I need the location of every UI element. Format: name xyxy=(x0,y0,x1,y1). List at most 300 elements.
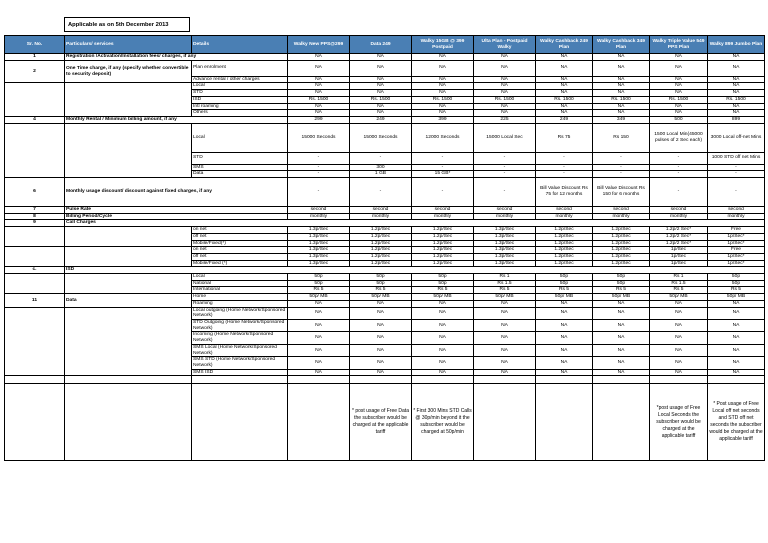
value-cell: - xyxy=(650,171,708,178)
value-cell: NA xyxy=(708,60,765,76)
details-off-net: off net xyxy=(192,253,288,260)
value-cell: NA xyxy=(650,307,708,319)
value-cell: NA xyxy=(650,76,708,83)
value-cell: NA xyxy=(412,90,474,97)
value-cell: - xyxy=(412,178,474,207)
value-cell: Rs 75 xyxy=(536,123,593,152)
value-cell: NA xyxy=(650,54,708,61)
value-cell: 15000 Seconds xyxy=(288,123,350,152)
value-cell: NA xyxy=(474,54,536,61)
value-cell: NA xyxy=(593,319,650,331)
value-cell: - xyxy=(474,171,536,178)
value-cell: Free xyxy=(708,227,765,234)
sr-no-cell: 11 xyxy=(5,294,65,307)
details-incoming-home-network-sponsored-network: Incoming (Home Network/Sponsored Network) xyxy=(192,332,288,344)
value-cell: 50p xyxy=(593,280,650,287)
details-std: STD xyxy=(192,90,288,97)
value-cell: NA xyxy=(650,300,708,307)
value-cell: 1500 Local Min(45000 pulses of 2 Sec each) xyxy=(650,123,708,152)
value-cell: NA xyxy=(474,90,536,97)
details-local: Local xyxy=(192,123,288,152)
value-cell: 500 xyxy=(650,116,708,123)
spacer-cell xyxy=(708,376,765,384)
value-cell: Rs 5 xyxy=(536,287,593,294)
value-cell: NA xyxy=(350,369,412,376)
value-cell: Rs 5 xyxy=(288,287,350,294)
details-mobile-fixed: Mobile/Fixed (*) xyxy=(192,260,288,267)
value-cell: - xyxy=(708,164,765,171)
value-cell: NA xyxy=(412,344,474,356)
particulars-data: Data xyxy=(65,294,192,307)
note-empty-cell xyxy=(288,384,350,461)
table-row xyxy=(5,207,765,214)
value-cell: NA xyxy=(474,332,536,344)
value-cell: Rs. 1500 xyxy=(474,96,536,103)
value-cell: NA xyxy=(593,103,650,110)
value-cell: 1 GB xyxy=(350,171,412,178)
value-cell: 1.2p/Sec xyxy=(412,247,474,254)
value-cell: - xyxy=(708,171,765,178)
value-cell: Rs. 1500 xyxy=(412,96,474,103)
value-cell: NA xyxy=(412,319,474,331)
value-cell: NA xyxy=(536,332,593,344)
header-sr-no: Sr. No. xyxy=(5,36,65,54)
sr-no-cell xyxy=(5,274,65,294)
value-cell: NA xyxy=(412,76,474,83)
note-empty-cell xyxy=(192,384,288,461)
value-cell: 1.2p/Sec xyxy=(350,227,412,234)
table-row xyxy=(5,60,765,76)
value-cell: - xyxy=(593,171,650,178)
spacer-row xyxy=(5,376,765,384)
table-row xyxy=(5,54,765,61)
details-intl-roaming: Intl roaming xyxy=(192,103,288,110)
value-cell: NA xyxy=(412,357,474,369)
details-sms-local-home-network-sponsored-network: SMS Local (Home Network/Sponsored Network) xyxy=(192,344,288,356)
value-cell: 1.3p/Sec xyxy=(474,260,536,267)
value-cell: 1.2p/Sec xyxy=(593,233,650,240)
value-cell: second xyxy=(708,207,765,214)
table-row xyxy=(5,178,765,207)
value-cell: NA xyxy=(536,76,593,83)
value-cell: second xyxy=(536,207,593,214)
value-cell: Rs. 1500 xyxy=(650,96,708,103)
value-cell: monthly xyxy=(593,213,650,220)
value-cell: NA xyxy=(708,76,765,83)
value-cell: 1.2p/Sec xyxy=(536,233,593,240)
value-cell: Rs 5 xyxy=(412,287,474,294)
value-cell: NA xyxy=(350,300,412,307)
value-cell: NA xyxy=(708,103,765,110)
value-cell: NA xyxy=(288,319,350,331)
value-cell: monthly xyxy=(650,213,708,220)
value-cell: - xyxy=(350,178,412,207)
value-cell: NA xyxy=(536,60,593,76)
value-cell: NA xyxy=(650,332,708,344)
note-empty-cell xyxy=(593,384,650,461)
value-cell: 1.2p/Sec xyxy=(412,253,474,260)
value-cell: NA xyxy=(708,90,765,97)
value-cell: 1.3p/Sec xyxy=(288,233,350,240)
value-cell: 1.3p/Sec xyxy=(474,227,536,234)
value-cell: Bill Value Discount Rs 150 for 6 months xyxy=(593,178,650,207)
value-cell: 50p xyxy=(412,274,474,281)
table-row xyxy=(5,307,765,319)
table-row xyxy=(5,274,765,281)
details-international: International xyxy=(192,287,288,294)
value-cell: NA xyxy=(650,344,708,356)
notes-row xyxy=(5,384,765,461)
value-cell: NA xyxy=(350,332,412,344)
value-cell: - xyxy=(650,152,708,164)
value-cell: NA xyxy=(708,369,765,376)
value-cell: NA xyxy=(536,54,593,61)
value-cell: 1.2p/Sec xyxy=(593,227,650,234)
value-cell: NA xyxy=(474,76,536,83)
particulars- xyxy=(65,247,192,267)
value-cell: 1.2p/Sec xyxy=(412,260,474,267)
value-cell: monthly xyxy=(474,213,536,220)
details-sms-std-home-network-sponsored-network: SMS STD (Home Network/Sponsored Network) xyxy=(192,357,288,369)
table-row xyxy=(5,123,765,152)
value-cell: NA xyxy=(708,344,765,356)
sr-no-cell: 9 xyxy=(5,220,65,227)
value-cell: NA xyxy=(288,110,350,117)
note-walky-15gb: * post usage of Free Data the subscriber would be charged at the applicable tariff xyxy=(350,384,412,461)
value-cell: NA xyxy=(288,103,350,110)
spacer-cell xyxy=(350,376,412,384)
spacer-cell xyxy=(412,376,474,384)
value-cell: 299 xyxy=(288,116,350,123)
value-cell: Bill Value Discount Rs 75 for 12 months xyxy=(536,178,593,207)
applicable-date-box: Applicable as on 5th December 2013 xyxy=(64,17,190,32)
header-plan-walky-15gb-399: Walky 15GB @ 399 Postpaid xyxy=(412,36,474,54)
value-cell: NA xyxy=(593,357,650,369)
value-cell: Rs 1.5 xyxy=(650,280,708,287)
value-cell: NA xyxy=(412,83,474,90)
value-cell: NA xyxy=(593,83,650,90)
value-cell: NA xyxy=(350,54,412,61)
sr-no-cell: 4 xyxy=(5,116,65,123)
value-cell: 249 xyxy=(536,116,593,123)
value-cell: - xyxy=(593,152,650,164)
value-cell: NA xyxy=(350,344,412,356)
details-on-net: on net xyxy=(192,247,288,254)
sr-no-cell: c. xyxy=(5,267,65,274)
details-off-net: off net xyxy=(192,233,288,240)
value-cell: 1.3p/Sec xyxy=(288,253,350,260)
value-cell: 1p/Sec xyxy=(650,253,708,260)
value-cell: NA xyxy=(474,103,536,110)
table-row xyxy=(5,227,765,234)
value-cell: 50p xyxy=(536,280,593,287)
value-cell: 399 xyxy=(412,116,474,123)
value-cell: 1000 STD off net Mins xyxy=(708,152,765,164)
value-cell: NA xyxy=(650,103,708,110)
value-cell: 50p xyxy=(350,280,412,287)
value-cell: 1.3p/Sec xyxy=(288,227,350,234)
value-cell: Rs 5 xyxy=(708,287,765,294)
note-ulta-plan: * First 300 Mins STD Calls @ 30p/min beyond it the subscriber would be charged at 50p/min xyxy=(412,384,474,461)
value-cell: 1.3p/Sec xyxy=(288,247,350,254)
value-cell: 15 GB* xyxy=(412,171,474,178)
value-cell: NA xyxy=(288,90,350,97)
value-cell: 50p xyxy=(593,274,650,281)
value-cell: NA xyxy=(536,300,593,307)
value-cell: 1.3p/Sec xyxy=(474,240,536,247)
value-cell: NA xyxy=(288,307,350,319)
note-triple-value: *post usage of Free Local Seconds the subscriber would be charged at the applicable tariff xyxy=(650,384,708,461)
value-cell: Rs. 1500 xyxy=(708,96,765,103)
value-cell: monthly xyxy=(350,213,412,220)
header-plan-walky-new-299: Walky New PPS@299 xyxy=(288,36,350,54)
particulars-registration-activation-installation-fees-charges-if-any: Registration /Activation/Installation fees/ charges, if any xyxy=(65,54,288,61)
value-cell: - xyxy=(474,178,536,207)
value-cell: Rs. 1500 xyxy=(593,96,650,103)
value-cell: 349 xyxy=(593,116,650,123)
value-cell: - xyxy=(536,171,593,178)
value-cell: - xyxy=(593,164,650,171)
details-sms-isd: SMS ISD xyxy=(192,369,288,376)
value-cell: NA xyxy=(412,369,474,376)
value-cell: - xyxy=(650,164,708,171)
value-cell: Free xyxy=(708,247,765,254)
spacer-cell xyxy=(536,376,593,384)
value-cell: 50p/ MB xyxy=(650,294,708,301)
table-row xyxy=(5,220,765,227)
value-cell: second xyxy=(593,207,650,214)
table-row xyxy=(5,116,765,123)
value-cell: - xyxy=(412,164,474,171)
value-cell: NA xyxy=(536,90,593,97)
value-cell: NA xyxy=(650,110,708,117)
details-std-outgoing-home-network-sponsored-network: STD Outgoing (Home Network/Sponsored Network) xyxy=(192,319,288,331)
value-cell: NA xyxy=(412,332,474,344)
header-plan-cashback-349: Walky Cashback 349 Plan xyxy=(593,36,650,54)
value-cell: second xyxy=(474,207,536,214)
value-cell: - xyxy=(288,178,350,207)
tariff-body xyxy=(5,54,765,461)
value-cell: NA xyxy=(350,307,412,319)
value-cell: 225 xyxy=(474,116,536,123)
spacer-cell xyxy=(650,376,708,384)
value-cell: 1.2p/Sec xyxy=(412,227,474,234)
value-cell: NA xyxy=(288,54,350,61)
value-cell: 1.2p/Sec xyxy=(412,240,474,247)
value-cell: 1.2p/Sec xyxy=(593,260,650,267)
value-cell: 50p xyxy=(288,280,350,287)
value-cell: monthly xyxy=(288,213,350,220)
value-cell: NA xyxy=(650,357,708,369)
value-cell: NA xyxy=(593,344,650,356)
value-cell: NA xyxy=(288,332,350,344)
header-plan-ulta: Ulta Plan - Postpaid Walky xyxy=(474,36,536,54)
value-cell: - xyxy=(536,164,593,171)
value-cell: NA xyxy=(474,300,536,307)
value-cell: 899 xyxy=(708,116,765,123)
value-cell: NA xyxy=(593,76,650,83)
sr-no-cell: 1 xyxy=(5,54,65,61)
spacer-cell xyxy=(192,376,288,384)
value-cell: 1.2p/Sec xyxy=(536,247,593,254)
particulars-isd: ISD xyxy=(65,267,765,274)
value-cell: NA xyxy=(412,110,474,117)
value-cell: NA xyxy=(650,319,708,331)
value-cell: NA xyxy=(593,54,650,61)
details-on-net: on net xyxy=(192,227,288,234)
value-cell: 1.2p/Sec xyxy=(536,240,593,247)
note-empty-cell xyxy=(65,384,192,461)
note-empty-cell xyxy=(536,384,593,461)
value-cell: NA xyxy=(593,60,650,76)
value-cell: 15000 Seconds xyxy=(350,123,412,152)
value-cell: NA xyxy=(350,103,412,110)
value-cell: NA xyxy=(593,300,650,307)
value-cell: Rs 5 xyxy=(350,287,412,294)
value-cell: 1.2p/Sec xyxy=(350,247,412,254)
value-cell: NA xyxy=(536,357,593,369)
value-cell: - xyxy=(536,152,593,164)
sr-no-cell xyxy=(5,227,65,247)
value-cell: NA xyxy=(536,344,593,356)
value-cell: second xyxy=(350,207,412,214)
details-local: Local xyxy=(192,83,288,90)
value-cell: monthly xyxy=(536,213,593,220)
value-cell: NA xyxy=(288,357,350,369)
value-cell: NA xyxy=(593,369,650,376)
value-cell: 1.2p/Sec xyxy=(536,260,593,267)
value-cell: 1p/Sec* xyxy=(708,240,765,247)
value-cell: NA xyxy=(650,83,708,90)
value-cell: 1p/Sec* xyxy=(708,233,765,240)
value-cell: monthly xyxy=(708,213,765,220)
value-cell: Rs 1 xyxy=(474,274,536,281)
value-cell: - xyxy=(708,178,765,207)
particulars- xyxy=(65,274,192,294)
value-cell: 1.2p/Sec xyxy=(350,253,412,260)
value-cell: 50p xyxy=(412,280,474,287)
value-cell: 1.2p/Sec xyxy=(536,253,593,260)
particulars- xyxy=(65,307,192,376)
value-cell: 1.2p/2 Sec* xyxy=(650,227,708,234)
value-cell: NA xyxy=(288,344,350,356)
value-cell: NA xyxy=(593,332,650,344)
value-cell: Rs. 1500 xyxy=(350,96,412,103)
value-cell: NA xyxy=(536,110,593,117)
value-cell: NA xyxy=(536,103,593,110)
value-cell: NA xyxy=(708,307,765,319)
value-cell: NA xyxy=(474,369,536,376)
table-row xyxy=(5,247,765,254)
details-national: National xyxy=(192,280,288,287)
value-cell: 1.2p/2 Sec* xyxy=(650,240,708,247)
tariff-table xyxy=(4,35,765,461)
value-cell: NA xyxy=(412,54,474,61)
value-cell: Rs. 1500 xyxy=(536,96,593,103)
value-cell: NA xyxy=(474,110,536,117)
note-empty-cell xyxy=(5,384,65,461)
value-cell: 1.3p/Sec xyxy=(288,260,350,267)
table-row xyxy=(5,267,765,274)
sr-no-cell: 6 xyxy=(5,178,65,207)
particulars-monthly-rental-minimum-billing-amount-if-any: Monthly Rental / Minimum billing amount, if any xyxy=(65,116,288,123)
value-cell: Rs 1.5 xyxy=(474,280,536,287)
value-cell: 300 xyxy=(350,164,412,171)
value-cell: - xyxy=(650,178,708,207)
value-cell: - xyxy=(412,152,474,164)
header-plan-jumbo-899: Walky 899 Jumbo Plan xyxy=(708,36,765,54)
value-cell: NA xyxy=(650,90,708,97)
value-cell: NA xyxy=(474,357,536,369)
value-cell: NA xyxy=(350,357,412,369)
header-row xyxy=(5,36,765,54)
value-cell: NA xyxy=(288,369,350,376)
value-cell: 50p xyxy=(708,274,765,281)
value-cell: 50p/ MB xyxy=(593,294,650,301)
value-cell: NA xyxy=(536,319,593,331)
value-cell: NA xyxy=(288,83,350,90)
value-cell: NA xyxy=(350,76,412,83)
value-cell: 50p/ MB xyxy=(708,294,765,301)
value-cell: NA xyxy=(288,76,350,83)
value-cell: NA xyxy=(350,83,412,90)
value-cell: second xyxy=(288,207,350,214)
value-cell: NA xyxy=(708,357,765,369)
value-cell: 1.2p/Sec xyxy=(593,253,650,260)
header-particulars: Particulars/ services xyxy=(65,36,192,54)
spacer-cell xyxy=(5,376,65,384)
value-cell: NA xyxy=(650,60,708,76)
value-cell: 1.2p/Sec xyxy=(350,240,412,247)
value-cell: NA xyxy=(650,369,708,376)
table-row xyxy=(5,83,765,90)
value-cell: 15000 Local Sec xyxy=(474,123,536,152)
value-cell: NA xyxy=(708,300,765,307)
value-cell: 1.3p/Sec xyxy=(474,233,536,240)
value-cell: NA xyxy=(593,90,650,97)
header-plan-triple-value-549: Walky Triple Value 549 PPS Plan xyxy=(650,36,708,54)
value-cell: NA xyxy=(474,60,536,76)
value-cell: 1.2p/Sec xyxy=(350,233,412,240)
header-details: Details xyxy=(192,36,288,54)
value-cell: NA xyxy=(708,83,765,90)
details-roaming: Roaming xyxy=(192,300,288,307)
value-cell: 1.2p/Sec xyxy=(412,233,474,240)
value-cell: second xyxy=(650,207,708,214)
value-cell: Rs 5 xyxy=(474,287,536,294)
value-cell: 50p xyxy=(708,280,765,287)
value-cell: NA xyxy=(350,110,412,117)
value-cell: NA xyxy=(350,319,412,331)
sr-no-cell: 2 xyxy=(5,60,65,83)
value-cell: 1.3p/Sec xyxy=(474,253,536,260)
particulars-pulse-rate: Pulse Rate xyxy=(65,207,288,214)
value-cell: 1p/Sec xyxy=(650,247,708,254)
details-std: STD xyxy=(192,152,288,164)
value-cell: NA xyxy=(474,344,536,356)
sr-no-cell: 7 xyxy=(5,207,65,214)
value-cell: Rs 5 xyxy=(650,287,708,294)
value-cell: 1.3p/Sec xyxy=(474,247,536,254)
value-cell: NA xyxy=(536,83,593,90)
particulars-call-charges: Call Charges xyxy=(65,220,765,227)
header-plan-cashback-249: Walky Cashback 249 Plan xyxy=(536,36,593,54)
header-plan-data-249: Data 249 xyxy=(350,36,412,54)
particulars- xyxy=(65,227,192,247)
sr-no-cell xyxy=(5,247,65,267)
value-cell: Rs 5 xyxy=(593,287,650,294)
spacer-cell xyxy=(593,376,650,384)
